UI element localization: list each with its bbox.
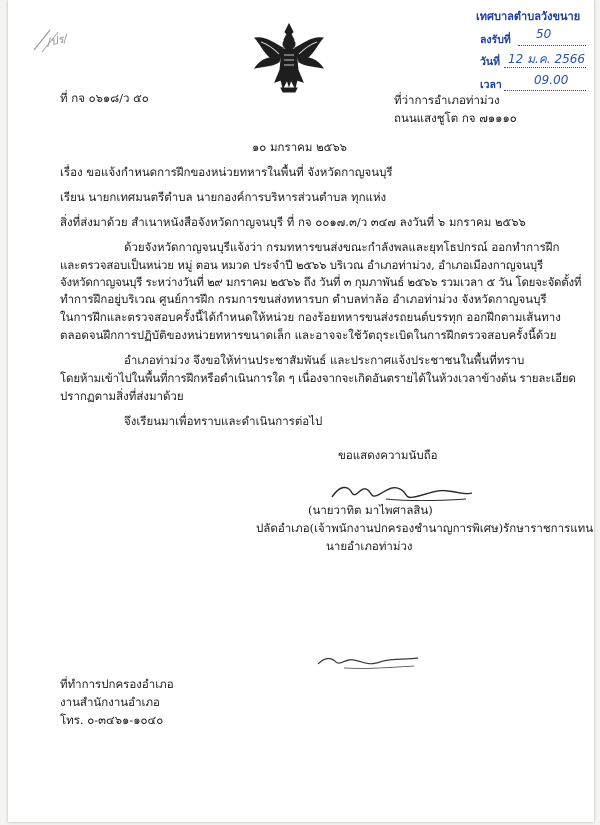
- body-line: ทำการฝึกอยู่บริเวณ ศูนย์การฝึก กรมการขนส่งทหารบก ตำบลท่าล้อ อำเภอท่าม่วง จังหวัดกาญจนบุรี: [60, 292, 547, 306]
- stamp-received-no: 50: [536, 27, 552, 41]
- initial-signature: [314, 652, 424, 672]
- body-line: ตลอดจนฝึกการปฏิบัติของหน่วยทหารขนาดเล็ก และอาจจะใช้วัตถุระเบิดในการฝึกตรวจสอบครั้งนี้ด้วย: [60, 328, 557, 342]
- stamp-rule: [518, 45, 586, 46]
- receipt-stamp: [474, 4, 594, 96]
- body-line: จึงเรียนมาเพื่อทราบและดำเนินการต่อไป: [124, 414, 323, 428]
- stamp-office: เทศบาลตำบลวังขนาย: [476, 10, 581, 23]
- body-line: ปรากฏตามสิ่งที่ส่งมาด้วย: [60, 389, 184, 403]
- body-line: ด้วยจังหวัดกาญจนบุรีแจ้งว่า กรมทหารขนส่งขณะกำลังพลและยุทโธปกรณ์ ออกทำการฝึก: [124, 240, 560, 254]
- document-date: ๑๐ มกราคม ๒๕๖๖: [252, 140, 347, 154]
- garuda-emblem-icon: [251, 22, 327, 94]
- corner-note: /ปร/: [45, 32, 69, 49]
- handwritten-signature: [326, 479, 476, 505]
- stamp-rule: [504, 90, 586, 91]
- document-page: [8, 0, 594, 822]
- stamp-received-label: ลงรับที่: [480, 34, 511, 46]
- enclosure-line: สิ่งที่ส่งมาด้วย สำเนาหนังสือจังหวัดกาญจนบุรี ที่ กจ ๐๐๑๗.๓/ว ๓๔๗ ลงวันที่ ๖ มกราคม ๒๕๖๖: [60, 215, 526, 229]
- body-line: จังหวัดกาญจนบุรี ระหว่างวันที่ ๒๙ มกราคม ๒๕๖๖ ถึง วันที่ ๓ กุมภาพันธ์ ๒๕๖๖ รวมเวลา ๕ วัน โดยจะจัดตั้งที่: [60, 275, 582, 289]
- body-line: อำเภอท่าม่วง จึงขอให้ท่านประชาสัมพันธ์ และประกาศแจ้งประชาชนในพื้นที่ทราบ: [124, 353, 525, 367]
- signatory-position-line2: นายอำเภอท่าม่วง: [326, 539, 413, 553]
- footer-office: ที่ทำการปกครองอำเภอ: [60, 677, 174, 691]
- issuing-office: ที่ว่าการอำเภอท่าม่วง: [394, 93, 500, 107]
- footer-section: งานสำนักงานอำเภอ: [60, 695, 160, 709]
- stamp-date-value: 12 ม.ค. 2566: [508, 52, 586, 66]
- body-line: ในการฝึกและตรวจสอบครั้งนี้ได้กำหนดให้หน่วย กองร้อยทหารขนส่งรถยนต์บรรทุก ออกฝึกตามเส้นทาง: [60, 310, 561, 324]
- recipient-line: เรียน นายกเทศมนตรีตำบล นายกองค์การบริหารส่วนตำบล ทุกแห่ง: [60, 190, 387, 204]
- signatory-position: ปลัดอำเภอ(เจ้าพนักงานปกครองชำนาญการพิเศษ)รักษาราชการแทน: [256, 521, 594, 535]
- stamp-date-label: วันที่: [480, 56, 500, 68]
- footer-phone: โทร. ๐-๓๔๖๑-๑๐๔๐: [60, 713, 164, 727]
- document-number: ที่ กจ ๐๖๑๘/ว ๕๐: [60, 91, 149, 105]
- body-line: โดยห้ามเข้าไปในพื้นที่การฝึกหรือดำเนินการใด ๆ เนื่องจากจะเกิดอันตรายได้ในห้วงเวลาข้างต้น รายละเอียด: [60, 371, 576, 385]
- office-address: ถนนแสงชูโต กจ ๗๑๑๑๐: [394, 111, 517, 125]
- subject-line: เรื่อง ขอแจ้งกำหนดการฝึกของหน่วยทหารในพื้นที่ จังหวัดกาญจนบุรี: [60, 165, 393, 179]
- signatory-name: (นายวาทิต มาไพศาลสิน): [308, 503, 433, 517]
- stamp-time-label: เวลา: [480, 79, 502, 91]
- body-line: และตรวจสอบเป็นหน่วย หมู่ ตอน หมวด ประจำปี ๒๕๖๖ บริเวณ อำเภอท่าม่วง, อำเภอเมืองกาญจนบุรี: [60, 258, 544, 272]
- stamp-time-value: 09.00: [534, 73, 569, 87]
- closing-salutation: ขอแสดงความนับถือ: [338, 448, 438, 462]
